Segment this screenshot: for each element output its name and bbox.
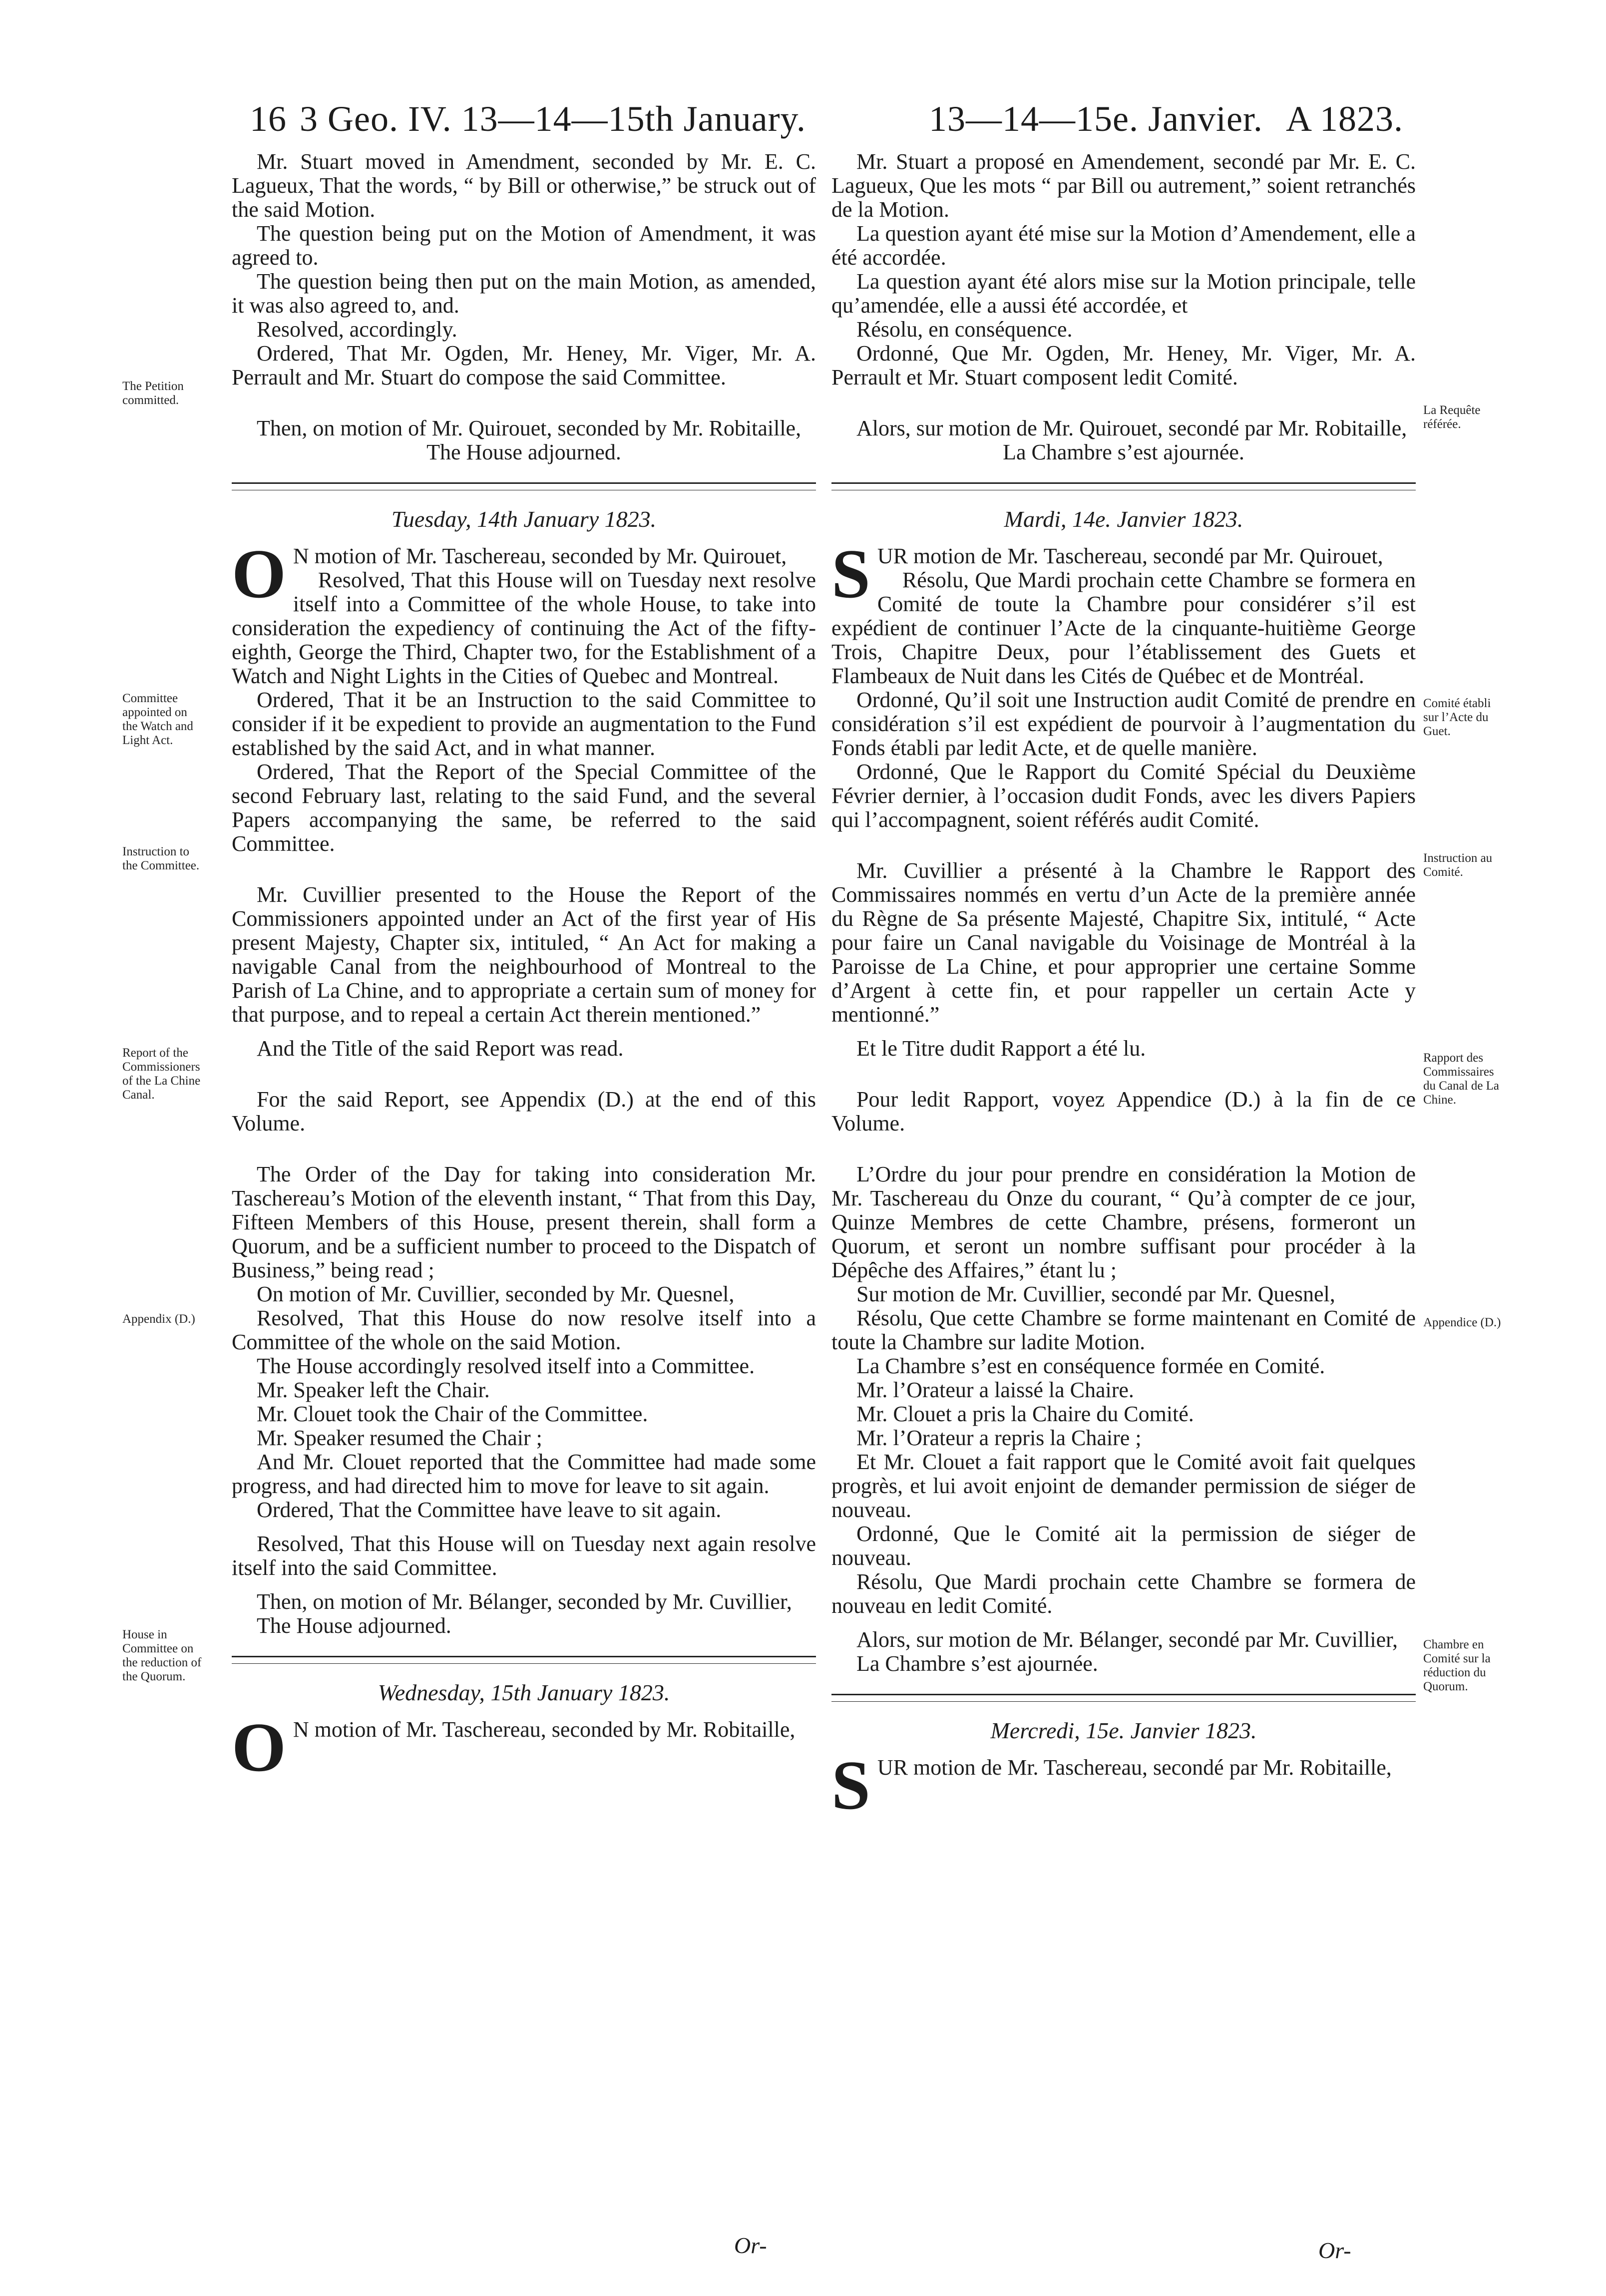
en-paragraph: And the Title of the said Report was read.: [257, 1036, 624, 1061]
en-paragraph: Mr. Stuart moved in Amendment, seconded by Mr. E. C. Lagueux, That the words, “ by Bill or otherwise,” be struck out of the said Motion.: [232, 149, 816, 222]
date-heading: Tuesday, 14th January 1823.: [391, 506, 657, 532]
fr-paragraph: Et Mr. Clouet a fait rapport que le Comité avoit fait quelques progrès, et lui avoit enjoint de demander permission de siéger de nouveau.: [831, 1450, 1416, 1522]
catchword-right: Or-: [1318, 2238, 1351, 2263]
en-paragraph: The House accordingly resolved itself into a Committee.: [257, 1354, 755, 1378]
en-paragraph: The question being put on the Motion of Amendment, it was agreed to.: [232, 221, 816, 270]
margin-note-appendix-fr: Appendice (D.): [1423, 1316, 1501, 1329]
fr-paragraph: Alors, sur motion de Mr. Quirouet, secondé par Mr. Robitaille,: [856, 416, 1407, 440]
en-paragraph: For the said Report, see Appendix (D.) at the end of this Volume.: [232, 1087, 816, 1136]
en-paragraph: N motion of Mr. Taschereau, seconded by Mr. Quirouet,: [293, 544, 787, 568]
catchword-left: Or-: [734, 2233, 767, 2258]
fr-paragraph: La Chambre s’est en conséquence formée en Comité.: [856, 1354, 1325, 1378]
fr-paragraph: La question ayant été alors mise sur la Motion principale, telle qu’amendée, elle a aussi été accordée, et: [831, 269, 1416, 318]
fr-paragraph: UR motion de Mr. Taschereau, secondé par Mr. Quirouet,: [877, 544, 1383, 568]
section-rule: [831, 482, 1416, 490]
fr-paragraph: Sur motion de Mr. Cuvillier, secondé par Mr. Quesnel,: [856, 1282, 1335, 1306]
drop-cap: S: [831, 1747, 870, 1824]
en-paragraph: Mr. Speaker left the Chair.: [257, 1378, 490, 1402]
fr-paragraph: La Chambre s’est ajournée.: [1003, 440, 1244, 464]
en-paragraph: Resolved, That this House do now resolve itself into a Committee of the whole on the said Motion.: [232, 1306, 816, 1354]
fr-paragraph: Mr. Stuart a proposé en Amendement, secondé par Mr. E. C. Lagueux, Que les mots “ par Bill ou autrement,” soient retranchés de la Motion.: [831, 149, 1416, 222]
section-rule: [232, 482, 816, 490]
fr-paragraph: Résolu, Que cette Chambre se forme maintenant en Comité de toute la Chambre sur ladite Motion.: [831, 1306, 1416, 1354]
date-heading: Mardi, 14e. Janvier 1823.: [1004, 506, 1243, 532]
fr-paragraph: UR motion de Mr. Taschereau, secondé par Mr. Robitaille,: [877, 1755, 1392, 1780]
fr-paragraph: Ordonné, Que Mr. Ogden, Mr. Heney, Mr. Viger, Mr. A. Perrault et Mr. Stuart composent ledit Comité.: [831, 341, 1416, 389]
date-heading: Mercredi, 15e. Janvier 1823.: [990, 1718, 1257, 1743]
date-heading: Wednesday, 15th January 1823.: [378, 1680, 670, 1705]
en-paragraph: Resolved, accordingly.: [257, 317, 457, 342]
margin-note-instruction-fr: Instruction au Comité.: [1423, 851, 1493, 879]
fr-paragraph: Résolu, Que Mardi prochain cette Chambre se formera en Comité de toute la Chambre pour considérer s’il est expédient de continuer l’Acte de la cinquante-huitième George Trois, Chapitre Deux, pour l’établissement des Guets et Flambeaux de Nuit dans les Cités de Québec et de Montréal.: [831, 568, 1416, 688]
margin-note-requete: La Requête référée.: [1423, 403, 1481, 431]
section-rule: [232, 1656, 816, 1664]
margin-note-quorum-en: House in Committee on the reduction of the Quorum.: [122, 1628, 202, 1683]
en-paragraph: Ordered, That the Report of the Special Committee of the second February last, relating to the said Fund, and the several Papers accompanying the same, be referred to the said Committee.: [232, 760, 816, 856]
en-paragraph: Then, on motion of Mr. Quirouet, seconded by Mr. Robitaille,: [257, 416, 802, 440]
english-column: [232, 149, 816, 1786]
en-paragraph: Resolved, That this House will on Tuesday next again resolve itself into the said Committee.: [232, 1531, 816, 1580]
en-paragraph: Mr. Speaker resumed the Chair ;: [257, 1426, 542, 1450]
margin-note-instruction-en: Instruction to the Committee.: [122, 845, 200, 872]
fr-paragraph: Alors, sur motion de Mr. Bélanger, secondé par Mr. Cuvillier,: [856, 1627, 1398, 1652]
page-number: 16: [250, 99, 287, 139]
fr-paragraph: Ordonné, Que le Comité ait la permission de siéger de nouveau.: [831, 1522, 1416, 1570]
drop-cap: S: [831, 535, 870, 613]
margin-note-appendix-en: Appendix (D.): [122, 1312, 195, 1326]
fr-paragraph: Mr. l’Orateur a repris la Chaire ;: [856, 1426, 1142, 1450]
fr-paragraph: L’Ordre du jour pour prendre en considération la Motion de Mr. Taschereau du Onze du courant, “ Qu’à compter de ce jour, Quinze Membres de cette Chambre, présens, formeront un Quorum, et seront un nombre suffisant pour procéder à la Dépêche des Affaires,” étant lu ;: [831, 1162, 1416, 1282]
margin-note-petition: The Petition committed.: [122, 380, 184, 407]
fr-paragraph: Et le Titre dudit Rapport a été lu.: [856, 1036, 1146, 1061]
fr-paragraph: Pour ledit Rapport, voyez Appendice (D.) à la fin de ce Volume.: [831, 1087, 1416, 1136]
en-paragraph: Ordered, That it be an Instruction to the said Committee to consider if it be expedient to provide an augmentation to the Fund established by the said Act, and in what manner.: [232, 688, 816, 760]
margin-note-report-canal: Report of the Commissioners of the La Chine Canal.: [122, 1046, 201, 1102]
drop-cap: O: [232, 1709, 286, 1786]
en-paragraph: N motion of Mr. Taschereau, seconded by Mr. Robitaille,: [293, 1717, 796, 1742]
fr-paragraph: Mr. Cuvillier a présenté à la Chambre le Rapport des Commissaires nommés en vertu d’un Acte de la première année du Règne de Sa présente Majesté, Chapitre Six, intitulé, “ Acte pour faire un Canal navigable du Voisinage de Montréal à la Paroisse de La Chine, et pour approprier une certaine Somme d’Argent à cette fin, et pour rappeller un certain Acte y mentionné.”: [831, 858, 1416, 1027]
margin-note-committee-watch: Committee appointed on the Watch and Light Act.: [122, 692, 193, 747]
en-paragraph: Then, on motion of Mr. Bélanger, seconded by Mr. Cuvillier,: [257, 1589, 792, 1614]
margin-note-rapport-canal: Rapport des Commissaires du Canal de La Chine.: [1423, 1051, 1500, 1107]
header-english: 3 Geo. IV. 13—14—15th January.: [300, 99, 806, 139]
fr-paragraph: Résolu, Que Mardi prochain cette Chambre se formera de nouveau en ledit Comité.: [831, 1569, 1416, 1618]
margin-note-quorum-fr: Chambre en Comité sur la réduction du Quorum.: [1423, 1638, 1491, 1693]
fr-paragraph: La question ayant été mise sur la Motion d’Amendement, elle a été accordée.: [831, 221, 1416, 270]
en-paragraph: And Mr. Clouet reported that the Committee had made some progress, and had directed him to move for leave to sit again.: [232, 1450, 816, 1498]
margin-note-comite-guet: Comité établi sur l’Acte du Guet.: [1423, 697, 1491, 738]
en-paragraph: Resolved, That this House will on Tuesday next resolve itself into a Committee of the whole House, to take into consideration the expediency of continuing the Act of the fifty-eighth, George the Third, Chapter two, for the Establishment of a Watch and Night Lights in the Cities of Quebec and Montreal.: [232, 568, 816, 688]
fr-paragraph: Ordonné, Que le Rapport du Comité Spécial du Deuxième Février dernier, à l’occasion dudit Fonds, avec les divers Papiers qui l’accompagnent, soient référés audit Comité.: [831, 760, 1416, 832]
fr-paragraph: La Chambre s’est ajournée.: [856, 1651, 1098, 1676]
drop-cap: O: [232, 535, 286, 613]
en-paragraph: The question being then put on the main Motion, as amended, it was also agreed to, and.: [232, 269, 816, 318]
en-paragraph: Mr. Clouet took the Chair of the Committee.: [257, 1402, 648, 1426]
en-paragraph: Mr. Cuvillier presented to the House the Report of the Commissioners appointed under an Act of the first year of His present Majesty, Chapter six, intituled, “ An Act for making a navigable Canal from the neighbourhood of Montreal to the Parish of La Chine, and to appropriate a certain sum of money for that purpose, and to repeal a certain Act therein mentioned.”: [232, 882, 816, 1027]
running-header: [0, 94, 1606, 144]
en-paragraph: Ordered, That Mr. Ogden, Mr. Heney, Mr. Viger, Mr. A. Perrault and Mr. Stuart do compose the said Committee.: [232, 341, 816, 389]
en-paragraph: The House adjourned.: [426, 440, 621, 464]
en-paragraph: The House adjourned.: [257, 1613, 451, 1638]
section-rule: [831, 1694, 1416, 1702]
header-french: 13—14—15e. Janvier.: [929, 99, 1263, 139]
fr-paragraph: Résolu, en conséquence.: [856, 317, 1073, 342]
en-paragraph: On motion of Mr. Cuvillier, seconded by Mr. Quesnel,: [257, 1282, 735, 1306]
header-year: A 1823.: [1286, 99, 1404, 139]
french-column: [831, 149, 1416, 1824]
en-paragraph: The Order of the Day for taking into consideration Mr. Taschereau’s Motion of the eleventh instant, “ That from this Day, Fifteen Members of this House, present therein, shall form a Quorum, and be a sufficient number to proceed to the Dispatch of Business,” being read ;: [232, 1162, 816, 1282]
fr-paragraph: Mr. l’Orateur a laissé la Chaire.: [856, 1378, 1134, 1402]
en-paragraph: Ordered, That the Committee have leave to sit again.: [257, 1498, 722, 1522]
fr-paragraph: Mr. Clouet a pris la Chaire du Comité.: [856, 1402, 1194, 1426]
fr-paragraph: Ordonné, Qu’il soit une Instruction audit Comité de prendre en considération s’il est expédient de pourvoir à l’augmentation du Fonds établi par ledit Acte, et de quelle manière.: [831, 688, 1416, 760]
